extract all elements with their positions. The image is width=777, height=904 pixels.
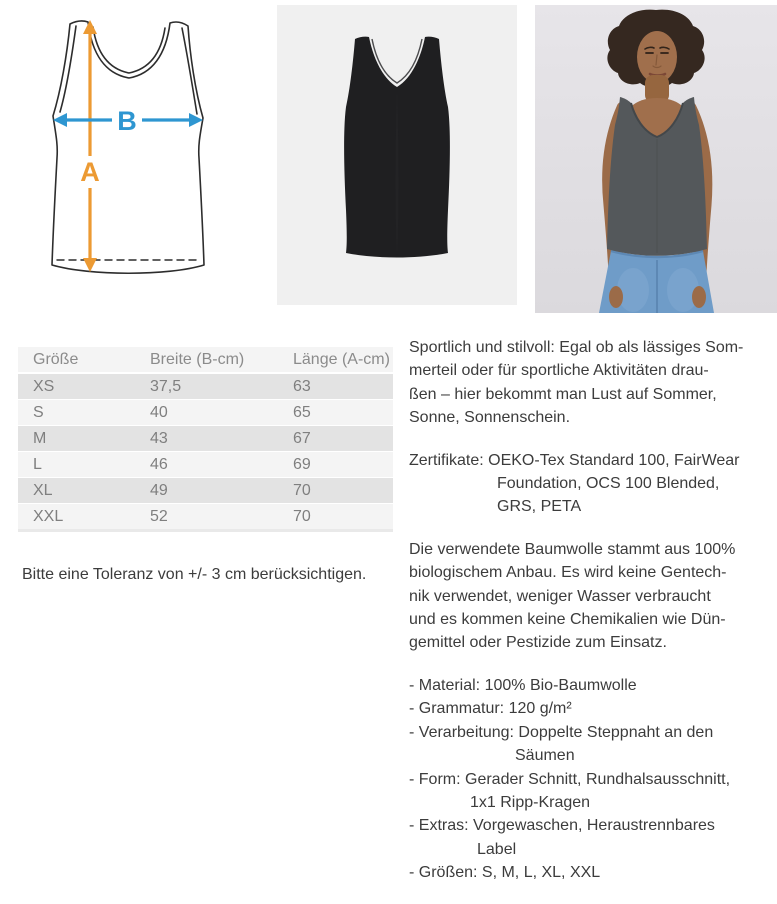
cell-size: M: [18, 426, 150, 452]
description-paragraph-cotton: Die verwendete Baumwolle stammt aus 100% biologischem Anbau. Es wird keine Gentech- nik verwendet, weniger Wasser verbraucht und es kommen keine Chemikalien wie Dün- gemittel oder Pestizide zum Einsatz.: [409, 540, 736, 652]
tank-outline: [52, 21, 204, 273]
label-a: A: [80, 157, 100, 187]
col-header-length: Länge (A-cm): [293, 347, 393, 373]
size-diagram: [20, 10, 240, 300]
cell-width: 46: [150, 452, 293, 478]
cell-width: 37,5: [150, 373, 293, 400]
label-b: B: [117, 106, 137, 136]
description-bullet-list: - Material: 100% Bio-Baumwolle - Grammatur: 120 g/m² - Verarbeitung: Doppelte Steppnaht an den Säumen - Form: Gerader Schnitt, Rundhalsausschnitt, 1x1 Ripp-Kragen - Extras: Vorgewaschen, Heraustrennbares Label - Größen: S, M, L, XL, XXL: [409, 676, 731, 882]
cell-size: XS: [18, 373, 150, 400]
table-row-m: [18, 426, 393, 452]
table-row-s: [18, 400, 393, 426]
col-header-size: Größe: [18, 347, 150, 373]
flat-tank-svg: [277, 5, 517, 305]
cell-width: 40: [150, 400, 293, 426]
cell-length: 69: [293, 452, 393, 478]
product-description: [409, 336, 777, 904]
cell-size: XL: [18, 478, 150, 504]
col-header-width: Breite (B-cm): [150, 347, 293, 373]
table-row-xl: [18, 478, 393, 504]
table-row-xxl: [18, 504, 393, 531]
size-diagram-svg: [20, 10, 240, 300]
cell-width: 43: [150, 426, 293, 452]
cell-length: 63: [293, 373, 393, 400]
cell-size: L: [18, 452, 150, 478]
description-paragraph-intro: Sportlich und stilvoll: Egal ob als lässiges Som- merteil oder für sportliche Aktivitäten drau- ßen – hier bekommt man Lust auf Sommer, Sonne, Sonnenschein.: [409, 339, 744, 427]
cell-length: 70: [293, 504, 393, 531]
cell-size: S: [18, 400, 150, 426]
product-photo-flat: [277, 5, 517, 305]
size-chart-table: [18, 347, 393, 532]
tolerance-note: Bitte eine Toleranz von +/- 3 cm berücksichtigen.: [22, 566, 367, 583]
size-chart-header-row: [18, 347, 393, 373]
cell-width: 52: [150, 504, 293, 531]
table-row-xs: [18, 373, 393, 400]
product-photo-model: [535, 5, 777, 313]
cell-length: 67: [293, 426, 393, 452]
cell-width: 49: [150, 478, 293, 504]
model-photo-svg: [535, 5, 777, 313]
cell-length: 65: [293, 400, 393, 426]
cell-size: XXL: [18, 504, 150, 531]
table-row-l: [18, 452, 393, 478]
cell-length: 70: [293, 478, 393, 504]
description-paragraph-certificates: Zertifikate: OEKO-Tex Standard 100, FairWear Foundation, OCS 100 Blended, GRS, PETA: [409, 451, 740, 516]
